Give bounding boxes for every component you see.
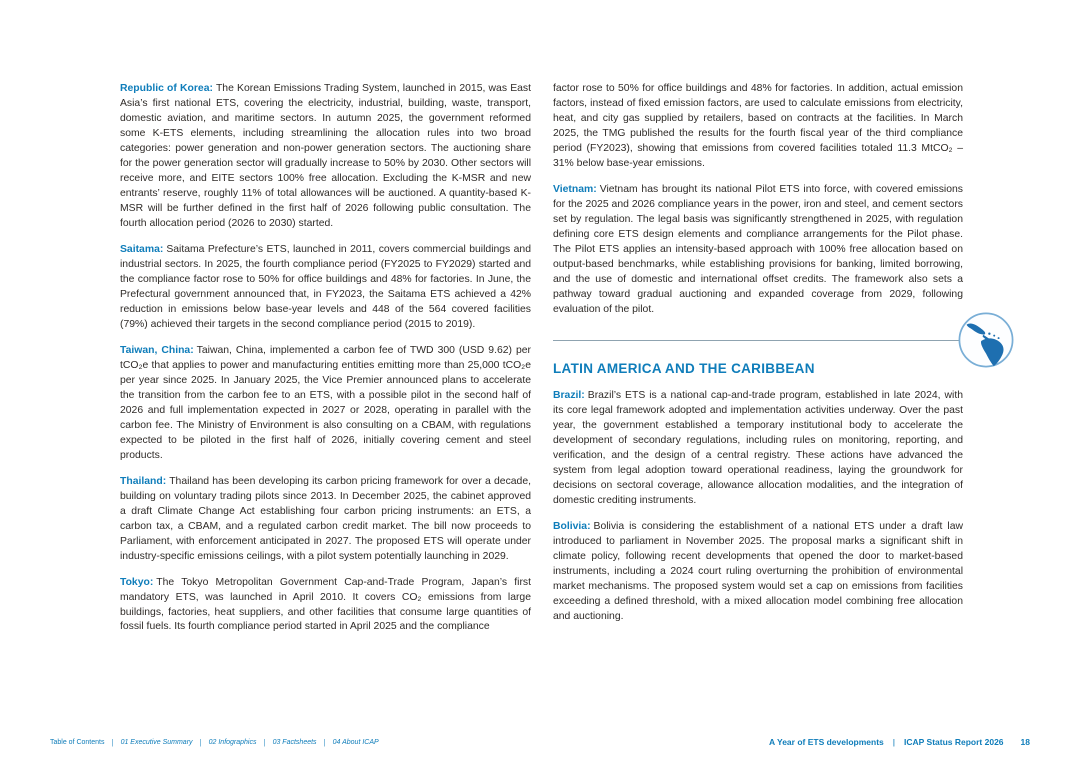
footer-link-about-icap[interactable]: 04 About ICAP (332, 738, 379, 746)
paragraph-republic-of-korea (120, 82, 531, 232)
paragraph-text: Thailand has been developing its carbon pricing framework for over a decade, building on voluntary trading pilots since 2013. In December 2025, the cabinet approved a draft Climate Change Act establishing four carbon pricing instruments: an ETS, a carbon tax, a CBAM, and a regulated carbon credit market. The bill now proceeds to Parliament, with enforcement anticipated in 2027. The proposed ETS will operate under industry-specific emissions ceilings, with a pilot system potentially launching in 2029. (120, 475, 531, 562)
page-footer (50, 737, 1030, 747)
latin-america-globe-icon (957, 311, 1015, 369)
divider-line (553, 340, 963, 341)
footer-link-executive-summary[interactable]: 01 Executive Summary (120, 738, 193, 746)
paragraph-tokyo (120, 576, 531, 636)
paragraph-bolivia (553, 520, 963, 625)
country-label-taiwan-china: Taiwan, China: (120, 344, 194, 356)
paragraph-saitama (120, 243, 531, 333)
footer-link-factsheets[interactable]: 03 Factsheets (272, 738, 317, 746)
footer-link-table-of-contents[interactable]: Table of Contents (50, 738, 105, 746)
footer-separator: | (111, 737, 114, 747)
paragraph-text: Saitama Prefecture’s ETS, launched in 2011, covers commercial buildings and industrial sectors. In 2025, the fourth compliance period (FY2025 to FY2029) started and the compliance factor rose to 50% for office buildings and 48% for factories. In June, the Prefectural government announced that, in FY2023, the Saitama ETS achieved a 42% reduction in emissions below base-year levels and 448 of the 564 covered facilities (79%) achieved their targets in the second compliance period (2015 to 2019). (120, 243, 531, 330)
footer-report-title: ICAP Status Report 2026 (904, 737, 1004, 747)
paragraph-text: Brazil’s ETS is a national cap-and-trade program, established in late 2024, with its core legal framework adopted and implementation activities underway. Over the past year, the government established a temporary institutional body to accelerate the development of secondary regulations, including rules on monitoring, reporting, and verification, and the design of a central registry. These actions have advanced the system from legal adoption toward operational readiness, laying the groundwork for decisions on sectoral coverage, allowance allocation modalities, and the integration of domestic crediting instruments. (553, 389, 963, 506)
footer-separator: | (199, 737, 202, 747)
footer-separator: | (323, 737, 326, 747)
section-heading-latin-america: LATIN AMERICA AND THE CARIBBEAN (553, 360, 815, 376)
footer-right (769, 737, 1030, 747)
paragraph-text: Vietnam has brought its national Pilot ETS into force, with covered emissions for the 2025 and 2026 compliance years in the power, iron and steel, and cement sectors set by regulation. The legal basis was significantly strengthened in 2025, with regulation defining core ETS design elements and compliance arrangements for the Pilot phase. The Pilot ETS applies an intensity-based approach with 100% free allocation based on output-based benchmarks, while establishing provisions for banking, limited borrowing, and the use of domestic and international offset credits. The framework also sets a pathway toward gradual auctioning and expanded coverage from 2029, following evaluation of the pilot. (553, 183, 963, 315)
footer-chapter-title: A Year of ETS developments (768, 737, 884, 747)
footer-separator: | (892, 737, 896, 747)
country-label-bolivia: Bolivia: (553, 520, 591, 532)
footer-nav (50, 738, 379, 747)
paragraph-text: Bolivia is considering the establishment of a national ETS under a draft law introduced to parliament in November 2025. The proposal marks a significant shift in climate policy, following recent developments that opened the door to market-based instruments, including a 2024 court ruling overturning the prohibition of environmental market mechanisms. The proposed system would set a cap on emissions from facilities exceeding a defined threshold, with a mixed allocation model combining free allocation and auctioning. (553, 520, 963, 622)
country-label-thailand: Thailand: (120, 475, 167, 487)
paragraph-text: Taiwan, China, implemented a carbon fee of TWD 300 (USD 9.62) per tCO₂e that applies to power and manufacturing entities emitting more than 25,000 tCO₂e per year since 2025. In January 2025, the Vice Premier announced plans to accelerate the transition from the carbon fee to an ETS, with a possible pilot in the second half of 2026 and full implementation expected in 2027 or 2028, operating in parallel with the carbon fee. The Ministry of Environment is also consulting on a CBAM, with regulations expected to be piloted in the first half of 2026, initially covering cement and steel products. (120, 344, 532, 461)
footer-page-number: 18 (1020, 737, 1030, 747)
paragraph-taiwan-china (120, 344, 531, 464)
country-label-vietnam: Vietnam: (553, 183, 597, 195)
section-divider (553, 340, 963, 341)
footer-link-infographics[interactable]: 02 Infographics (208, 738, 257, 746)
paragraph-text: The Tokyo Metropolitan Government Cap-and-Trade Program, Japan’s first mandatory ETS, was launched in April 2010. It covers CO₂ emissions from large buildings, factories, heat suppliers, and other facilities that consume large quantities of fossil fuels. Its fourth compliance period started in April 2025 and the compliance (120, 576, 531, 633)
paragraph-vietnam (553, 183, 963, 318)
paragraph-brazil (553, 389, 963, 509)
left-column (120, 82, 531, 646)
paragraph-thailand (120, 475, 531, 565)
paragraph-text: The Korean Emissions Trading System, launched in 2015, was East Asia’s first national ETS, covering the electricity, industrial, building, waste, transport, domestic aviation, and maritime sectors. In autumn 2025, the government reformed some K-ETS elements, including streamlining the allocation rules into two broad categories: power generation and non-power generation sectors. The auctioning share for the power generation sector will gradually increase to 50% by 2030. Other sectors will receive more, and EITE sectors 100% free allocation. Excluding the K-MSR and new entrants’ reserve, roughly 11% of total allowances will be auctioned. A quantity-based K-MSR will be further defined in the first half of 2026 following public consultation. The fourth allocation period (2026 to 2030) started. (120, 83, 531, 229)
paragraph-text: factor rose to 50% for office buildings and 48% for factories. In addition, actual emission factors, instead of fixed emission factors, are used to calculate emissions from electricity, heat, and city gas supplied by retailers, based on contracts at the facilities. In March 2025, the TMG published the results for the fourth fiscal year of the third compliance period (FY2023), showing that emissions from covered facilities totaled 11.3 MtCO₂ – 31% below base-year emissions. (553, 83, 963, 169)
right-column (553, 82, 963, 636)
country-label-republic-of-korea: Republic of Korea: (120, 83, 213, 94)
country-label-brazil: Brazil: (553, 389, 585, 401)
footer-separator: | (263, 737, 266, 747)
country-label-tokyo: Tokyo: (120, 576, 154, 588)
country-label-saitama: Saitama: (120, 243, 164, 255)
paragraph-tokyo-continuation (553, 82, 963, 172)
